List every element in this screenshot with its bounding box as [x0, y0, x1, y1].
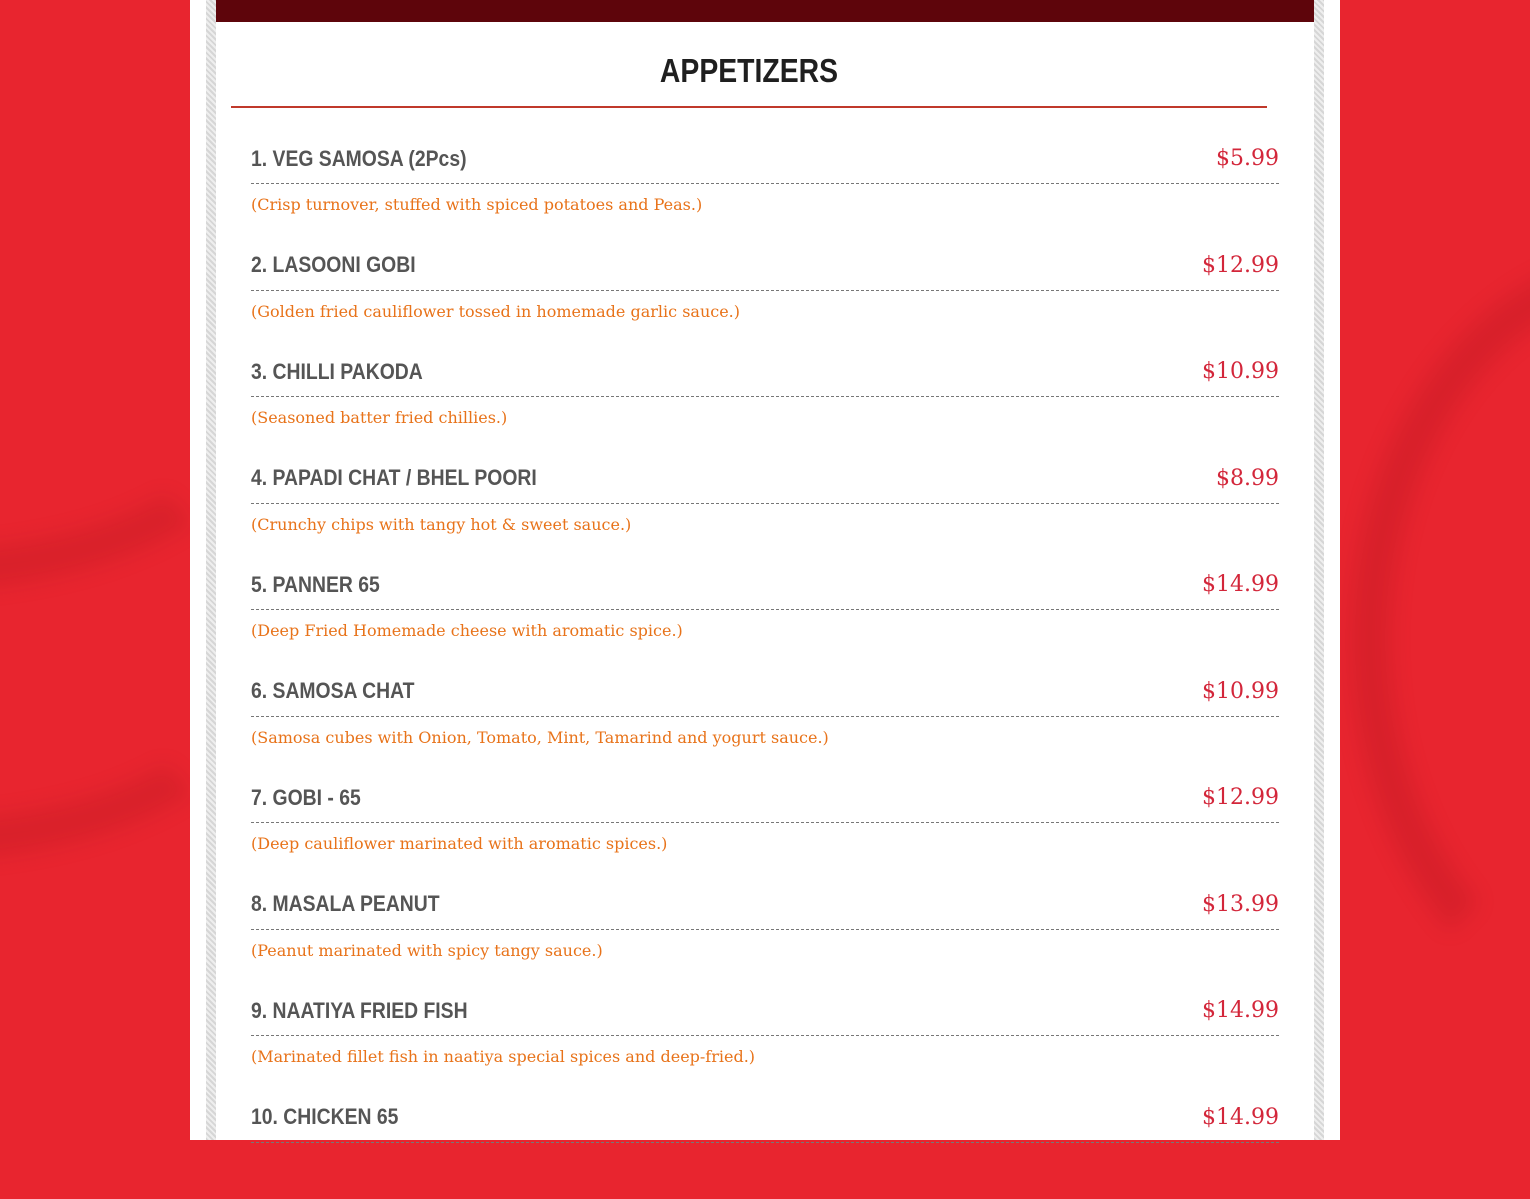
menu-item-price: $10.99: [1202, 679, 1279, 704]
menu-item-name: 1. VEG SAMOSA (2Pcs): [251, 146, 467, 172]
menu-item-name: 3. CHILLI PAKODA: [251, 359, 423, 385]
menu-item-header: [251, 241, 1279, 291]
menu-item: [251, 667, 1279, 774]
menu-item-header: [251, 454, 1279, 504]
menu-item: [251, 880, 1279, 987]
menu-item-price: $10.99: [1202, 359, 1279, 384]
menu-item-price: $13.99: [1202, 892, 1279, 917]
menu-item-name: 10. CHICKEN 65: [251, 1104, 398, 1130]
menu-item-header: [251, 880, 1279, 930]
menu-item-header: [251, 134, 1279, 184]
menu-item-name: 6. SAMOSA CHAT: [251, 678, 415, 704]
menu-item-header: [251, 667, 1279, 717]
menu-item-description: (Samosa cubes with Onion, Tomato, Mint, Tamarind and yogurt sauce.): [251, 728, 1279, 747]
menu-list: [251, 134, 1279, 1199]
menu-item-description: (Peanut marinated with spicy tangy sauce.): [251, 941, 1279, 960]
menu-item: [251, 560, 1279, 667]
menu-item-description: (Crunchy chips with tangy hot & sweet sauce.): [251, 515, 1279, 534]
menu-item: [251, 454, 1279, 561]
menu-item-header: [251, 1093, 1279, 1143]
menu-item-price: $14.99: [1202, 1105, 1279, 1130]
frame-border-left: [206, 0, 216, 1140]
menu-item: [251, 134, 1279, 241]
menu-item: [251, 241, 1279, 348]
menu-item-name: 2. LASOONI GOBI: [251, 252, 416, 278]
frame-border-right: [1314, 0, 1324, 1140]
menu-item-description: (Crisp turnover, stuffed with spiced potatoes and Peas.): [251, 195, 1279, 214]
menu-item: [251, 1093, 1279, 1199]
menu-item-name: 8. MASALA PEANUT: [251, 891, 440, 917]
menu-item-name: 4. PAPADI CHAT / BHEL POORI: [251, 465, 537, 491]
menu-item-price: $5.99: [1216, 146, 1279, 171]
menu-item-header: [251, 773, 1279, 823]
menu-item: [251, 773, 1279, 880]
menu-item-description: (Marinated fillet fish in naatiya special spices and deep-fried.): [251, 1047, 1279, 1066]
menu-item-name: 9. NAATIYA FRIED FISH: [251, 998, 468, 1024]
section-title: APPETIZERS: [304, 52, 1195, 90]
background-swoosh: [1350, 250, 1530, 1030]
menu-item-name: 7. GOBI - 65: [251, 785, 361, 811]
menu-item-price: $14.99: [1202, 998, 1279, 1023]
top-bar: [216, 0, 1314, 22]
title-divider: [231, 106, 1267, 108]
menu-item-price: $8.99: [1216, 466, 1279, 491]
menu-item: [251, 347, 1279, 454]
menu-item-description: (Golden fried cauliflower tossed in homemade garlic sauce.): [251, 302, 1279, 321]
menu-item-header: [251, 560, 1279, 610]
menu-item-price: $12.99: [1202, 785, 1279, 810]
menu-item-price: $14.99: [1202, 572, 1279, 597]
menu-item-name: 5. PANNER 65: [251, 572, 380, 598]
menu-item-description: (Deep Fried Homemade cheese with aromatic spice.): [251, 621, 1279, 640]
menu-item-description: (Seasoned batter fried chillies.): [251, 408, 1279, 427]
menu-item-price: $12.99: [1202, 253, 1279, 278]
menu-item-description: (Deep cauliflower marinated with aromatic spices.): [251, 834, 1279, 853]
menu-item-header: [251, 986, 1279, 1036]
menu-item: [251, 986, 1279, 1093]
menu-item-header: [251, 347, 1279, 397]
